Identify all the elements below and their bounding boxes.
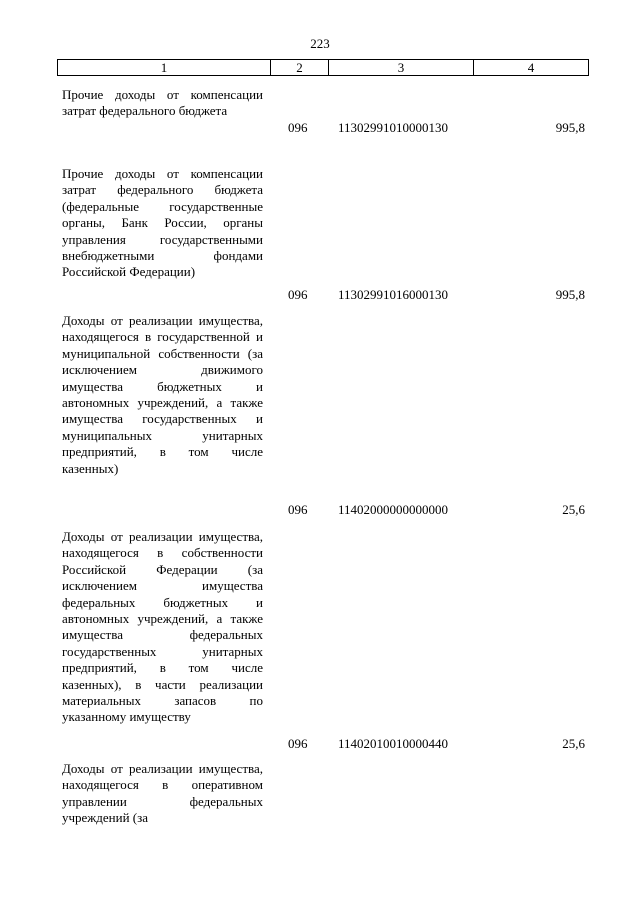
- amount: 25,6: [562, 736, 585, 751]
- income-name: Доходы от реализации имущества, находящегося в собственности Российской Федерации (за исключением имущества федеральных бюджетных и автономных учреждений, а также имущества федеральных государственных унитарных предприятий, в том числе казенных), в части реализации материальных запасов по указанному имуществу: [62, 529, 263, 725]
- admin-code: 096: [288, 287, 308, 302]
- admin-code: 096: [288, 502, 308, 517]
- budget-classification-code: 11302991010000130: [338, 120, 449, 135]
- column-header-2: 2: [271, 60, 329, 76]
- admin-code: 096: [288, 120, 308, 135]
- column-header-3: 3: [329, 60, 474, 76]
- income-name: Доходы от реализации имущества, находящегося в государственной и муниципальной собственности (за исключением движимого имущества бюджетных и автономных учреждений, а также имущества государственных и муниципальных унитарных предприятий, в том числе казенных): [62, 313, 263, 476]
- income-name: Прочие доходы от компенсации затрат федерального бюджета: [62, 87, 263, 119]
- page-number: 223: [310, 36, 330, 51]
- column-header-1: 1: [58, 60, 271, 76]
- income-name: Прочие доходы от компенсации затрат федерального бюджета (федеральные государственные органы, Банк России, органы управления государственными внебюджетными фондами Российской Федерации): [62, 166, 263, 280]
- amount: 995,8: [555, 120, 585, 135]
- amount: 995,8: [555, 287, 585, 302]
- admin-code: 096: [288, 736, 308, 751]
- budget-classification-code: 11402010010000440: [338, 736, 449, 751]
- column-header-4: 4: [474, 60, 589, 76]
- column-header-row: [57, 59, 589, 76]
- budget-classification-code: 11302991016000130: [338, 287, 449, 302]
- amount: 25,6: [562, 502, 585, 517]
- income-name: Доходы от реализации имущества, находящегося в оперативном управлении федеральных учреждений (за: [62, 761, 263, 826]
- budget-classification-code: 11402000000000000: [338, 502, 449, 517]
